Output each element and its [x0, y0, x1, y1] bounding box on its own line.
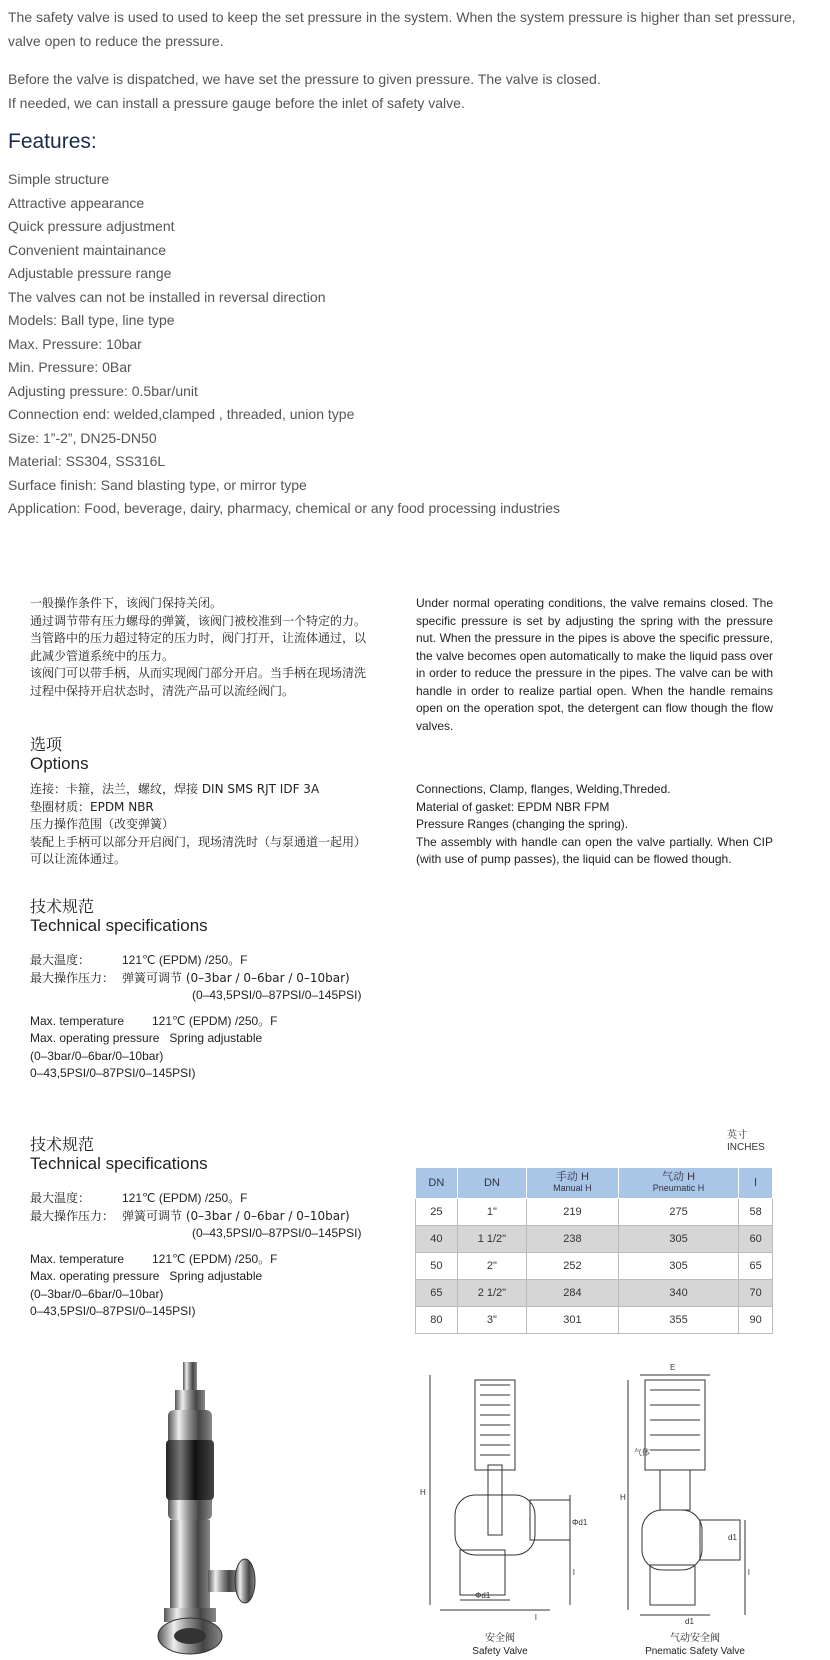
- drawing-label-E: E: [670, 1363, 676, 1372]
- operation-zh-line: 一般操作条件下，该阀门保持关闭。: [30, 596, 223, 610]
- spec2-bar-en: (0–3bar/0–6bar/0–10bar): [30, 1286, 164, 1301]
- operation-en: Under normal operating conditions, the valve remains closed. The specific pressure is set by adjusting the spring with the pressure nut. When the pressure in the pipes is above the specific pressure, the valve becomes open automatically to make the liquid pass over in order to reduce the pressure in the pipes. The valve can be with handle in order to realize partial open. When the handle remains open on the operation spot, the detergent can flow though the flow valves.: [416, 596, 773, 733]
- spec2-press-value-en: Spring adjustable: [169, 1269, 263, 1283]
- table-row: [416, 1226, 773, 1253]
- options-heading-zh: 选项: [30, 735, 63, 754]
- table-cell: 70: [739, 1280, 773, 1307]
- spec2-temp-value-zh: 121℃ (EPDM) /250。F: [122, 1191, 248, 1205]
- table-header-main: 手动 H: [555, 1171, 589, 1183]
- table-cell: 305: [618, 1253, 738, 1280]
- table-header-main: l: [754, 1176, 757, 1189]
- feature-item: Size: 1”-2”, DN25-DN50: [8, 429, 157, 446]
- spec-press-label-en: Max. operating pressure: [30, 1031, 160, 1045]
- feature-item: Material: SS304, SS316L: [8, 453, 166, 469]
- tech-specs-1: [30, 952, 410, 1083]
- feature-item: Connection end: welded,clamped , threaded, union type: [8, 406, 355, 422]
- table-cell: 284: [527, 1280, 619, 1307]
- feature-item: Min. Pressure: 0Bar: [8, 359, 132, 375]
- table-cell: 219: [527, 1199, 619, 1226]
- table-header: [618, 1168, 738, 1199]
- intro-paragraph-2a: Before the valve is dispatched, we have set the pressure to given pressure. The valve is closed.: [8, 71, 601, 87]
- table-header: [527, 1168, 619, 1199]
- spec-temp-label-en: Max. temperature: [30, 1013, 125, 1028]
- operation-zh-line: 此减少管道系统中的压力。: [30, 648, 175, 663]
- spec2-psi-en: 0–43,5PSI/0–87PSI/0–145PSI): [30, 1304, 196, 1318]
- tech-specs-2: [30, 1190, 410, 1321]
- table-units-en: INCHES: [727, 1142, 765, 1153]
- options-zh-line: 垫圈材质：EPDM NBR: [30, 799, 154, 814]
- tech-heading-en: Technical specifications: [30, 916, 208, 935]
- table-header-main: 气动 H: [662, 1171, 696, 1183]
- table-header-main: DN: [483, 1176, 500, 1189]
- table-row: [416, 1199, 773, 1226]
- drawing-label-l-bottom: l: [535, 1613, 537, 1622]
- spec-press-label-zh: 最大操作压力：: [30, 970, 115, 985]
- caption-pneumatic-valve-en: Pnematic Safety Valve: [645, 1646, 745, 1657]
- drawing-label-H-2: H: [620, 1493, 626, 1502]
- options-heading-en: Options: [30, 754, 89, 773]
- table-cell: 301: [527, 1307, 619, 1334]
- drawing-label-phi-d1-side: Φd1: [572, 1518, 588, 1527]
- operation-zh-line: 当管路中的压力超过特定的压力时，阀门打开，让流体通过，以: [30, 631, 367, 645]
- table-cell: 60: [739, 1226, 773, 1253]
- table-cell: 238: [527, 1226, 619, 1253]
- table-row: [416, 1307, 773, 1334]
- valve-photo: [120, 1360, 300, 1660]
- options-zh-line: 压力操作范围（改变弹簧）: [30, 817, 175, 831]
- spec2-temp-label-en: Max. temperature: [30, 1251, 125, 1266]
- caption-pneumatic-valve-zh: 气动安全阀: [670, 1633, 720, 1644]
- table-cell: 65: [739, 1253, 773, 1280]
- drawing-label-d1: d1: [728, 1533, 737, 1542]
- table-cell: 275: [618, 1199, 738, 1226]
- table-header: [457, 1168, 526, 1199]
- drawing-label-air: 气体: [634, 1448, 650, 1457]
- table-cell: 355: [618, 1307, 738, 1334]
- spec2-press-label-en: Max. operating pressure: [30, 1269, 160, 1283]
- table-row: [416, 1280, 773, 1307]
- pneumatic-valve-drawing: [620, 1360, 780, 1630]
- caption-safety-valve: [450, 1632, 550, 1658]
- options-en-3: Pressure Ranges (changing the spring).: [416, 817, 629, 831]
- spec2-press-value-zh: 弹簧可调节 (0–3bar / 0–6bar / 0–10bar): [122, 1208, 350, 1223]
- table-cell: 90: [739, 1307, 773, 1334]
- features-title: Features:: [8, 130, 97, 153]
- drawing-label-phi-d1: Φd1: [475, 1591, 491, 1600]
- tech-heading-1: [30, 898, 208, 935]
- caption-safety-valve-en: Safety Valve: [472, 1646, 528, 1657]
- operation-zh-line: 该阀门可以带手柄，从而实现阀门部分开启。当手柄在现场清洗: [30, 666, 367, 680]
- feature-item: Convenient maintainance: [8, 241, 166, 258]
- feature-item: Surface finish: Sand blasting type, or mirror type: [8, 476, 307, 493]
- caption-pneumatic-valve: [630, 1632, 760, 1658]
- feature-item: Quick pressure adjustment: [8, 218, 175, 234]
- spec-temp-value-zh: 121℃ (EPDM) /250。F: [122, 953, 248, 967]
- caption-safety-valve-zh: 安全阀: [485, 1633, 515, 1644]
- table-cell: 3": [457, 1307, 526, 1334]
- table-cell: 1 1/2": [457, 1226, 526, 1253]
- options-en: [416, 781, 773, 869]
- feature-item: Adjustable pressure range: [8, 265, 172, 281]
- table-header-sub: Manual H: [553, 1183, 592, 1193]
- tech-heading-en-2: Technical specifications: [30, 1154, 208, 1173]
- spec-bar-en: (0–3bar/0–6bar/0–10bar): [30, 1048, 164, 1063]
- options-en-4: The assembly with handle can open the valve partially. When CIP (with use of pump passes), the liquid can be flowed though.: [416, 834, 773, 866]
- feature-item: The valves can not be installed in reversal direction: [8, 288, 326, 305]
- table-cell: 305: [618, 1226, 738, 1253]
- options-zh-line: 装配上手柄可以部分开启阀门，现场清洗时（与泵通道一起用）: [30, 834, 367, 849]
- options-en-1: Connections, Clamp, flanges, Welding,Threded.: [416, 782, 671, 796]
- safety-valve-drawing: [420, 1365, 600, 1630]
- table-header-sub: Pneumatic H: [652, 1183, 705, 1193]
- table-cell: 50: [416, 1253, 458, 1280]
- options-heading: [30, 736, 89, 773]
- drawing-label-H: H: [420, 1488, 426, 1497]
- table-cell: 80: [416, 1307, 458, 1334]
- operation-zh-line: 通过调节带有压力螺母的弹簧，该阀门被校准到一个特定的力。: [30, 613, 367, 628]
- table-cell: 25: [416, 1199, 458, 1226]
- spec2-press-psi-zh: (0–43,5PSI/0–87PSI/0–145PSI): [192, 1226, 362, 1240]
- feature-item: Max. Pressure: 10bar: [8, 335, 142, 352]
- table-cell: 340: [618, 1280, 738, 1307]
- spec-press-value-en: Spring adjustable: [169, 1031, 263, 1045]
- dimension-table: [415, 1167, 773, 1334]
- spec-temp-value-en: 121℃ (EPDM) /250。F: [152, 1013, 278, 1028]
- operation-zh-line: 过程中保持开启状态时，清洗产品可以流经阀门。: [30, 683, 295, 698]
- intro-text: [8, 6, 820, 115]
- table-cell: 2": [457, 1253, 526, 1280]
- features-list: [8, 168, 560, 521]
- options-zh: [30, 781, 400, 869]
- table-cell: 1": [457, 1199, 526, 1226]
- feature-item: Models: Ball type, line type: [8, 312, 175, 328]
- table-header: [416, 1168, 458, 1199]
- spec-psi-en: 0–43,5PSI/0–87PSI/0–145PSI): [30, 1066, 196, 1080]
- table-cell: 252: [527, 1253, 619, 1280]
- spec2-press-label-zh: 最大操作压力：: [30, 1208, 115, 1223]
- drawing-label-l: l: [573, 1568, 575, 1577]
- options-zh-line: 可以让流体通过。: [30, 852, 127, 866]
- drawing-label-d1-bottom: d1: [685, 1617, 694, 1626]
- spec-press-value-zh: 弹簧可调节 (0–3bar / 0–6bar / 0–10bar): [122, 970, 350, 985]
- tech-heading-zh-2: 技术规范: [30, 1135, 95, 1154]
- table-units: [727, 1130, 765, 1154]
- feature-item: Simple structure: [8, 171, 110, 187]
- table-header: [739, 1168, 773, 1199]
- options-zh-line: 连接：卡箍，法兰，螺纹，焊接 DIN SMS RJT IDF 3A: [30, 782, 320, 796]
- feature-item: Application: Food, beverage, dairy, pharmacy, chemical or any food processing industries: [8, 500, 560, 516]
- options-en-2: Material of gasket: EPDM NBR FPM: [416, 799, 610, 814]
- table-units-zh: 英寸: [727, 1130, 747, 1141]
- feature-item: Attractive appearance: [8, 194, 145, 211]
- spec2-temp-label-zh: 最大温度：: [30, 1191, 91, 1205]
- spec2-temp-value-en: 121℃ (EPDM) /250。F: [152, 1251, 278, 1266]
- table-cell: 58: [739, 1199, 773, 1226]
- table-cell: 2 1/2": [457, 1280, 526, 1307]
- table-row: [416, 1253, 773, 1280]
- drawing-label-l-2: l: [748, 1568, 750, 1577]
- table-header-main: DN: [428, 1176, 445, 1189]
- tech-heading-zh: 技术规范: [30, 897, 95, 916]
- table-cell: 65: [416, 1280, 458, 1307]
- intro-paragraph-1: The safety valve is used to used to keep the set pressure in the system. When the system pressure is higher than set pressure, valve open to reduce the pressure.: [8, 9, 796, 49]
- intro-paragraph-2b: If needed, we can install a pressure gauge before the inlet of safety valve.: [8, 94, 465, 111]
- operation-zh: [30, 595, 392, 700]
- table-cell: 40: [416, 1226, 458, 1253]
- spec-press-psi-zh: (0–43,5PSI/0–87PSI/0–145PSI): [192, 988, 362, 1002]
- tech-heading-2: [30, 1136, 208, 1173]
- feature-item: Adjusting pressure: 0.5bar/unit: [8, 382, 198, 399]
- spec-temp-label-zh: 最大温度：: [30, 953, 91, 967]
